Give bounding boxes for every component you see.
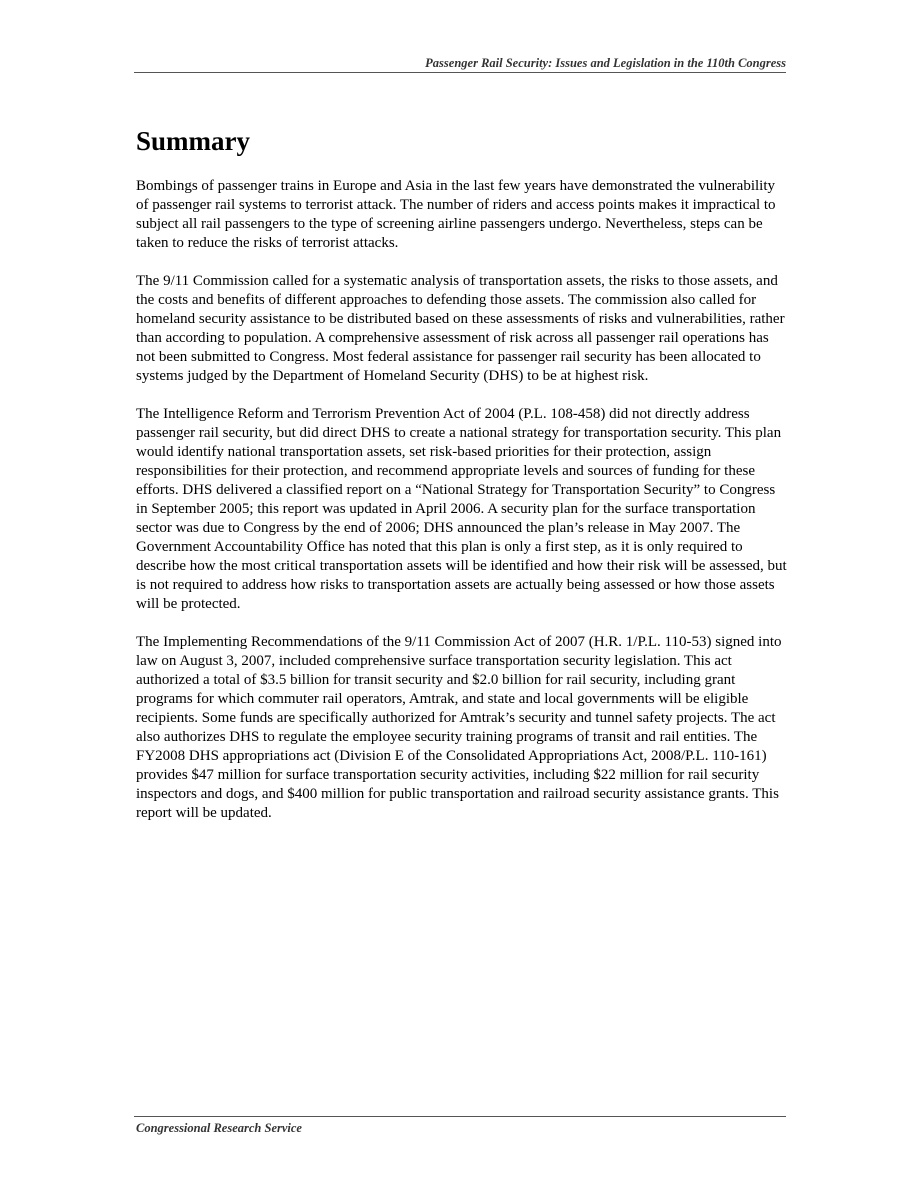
- summary-body: [136, 177, 788, 842]
- running-footer-organization: Congressional Research Service: [136, 1121, 302, 1135]
- summary-paragraph-1: Bombings of passenger trains in Europe and Asia in the last few years have demonstrated the vulnerability of passenger rail systems to terrorist attack. The number of riders and access points makes it impractical to subject all rail passengers to the type of screening airline passengers undergo. Nevertheless, steps can be taken to reduce the risks of terrorist attacks.: [136, 178, 776, 251]
- running-header-title: Passenger Rail Security: Issues and Legislation in the 110th Congress: [425, 56, 786, 70]
- summary-paragraph-3: The Intelligence Reform and Terrorism Prevention Act of 2004 (P.L. 108-458) did not directly address passenger rail security, but did direct DHS to create a national strategy for transportation security. This plan would identify national transportation assets, set risk-based priorities for their protection, assign responsibilities for their protection, and recommend appropriate levels and sources of funding for these efforts. DHS delivered a classified report on a “National Strategy for Transportation Security” to Congress in September 2005; this report was updated in April 2006. A security plan for the surface transportation sector was due to Congress by the end of 2006; DHS announced the plan’s release in May 2007. The Government Accountability Office has noted that this plan is only a first step, as it is only required to describe how the most critical transportation assets will be identified and how their risk will be assessed, but is not required to address how risks to transportation assets are actually being assessed or how those assets will be protected.: [136, 406, 787, 612]
- header-divider: [134, 72, 786, 73]
- page-title: Summary: [136, 126, 250, 156]
- footer-divider: [134, 1116, 786, 1117]
- summary-paragraph-2: The 9/11 Commission called for a systematic analysis of transportation assets, the risks to those assets, and the costs and benefits of different approaches to defending those assets. The commission also called for homeland security assistance to be distributed based on these assessments of risks and vulnerabilities, rather than according to population. A comprehensive assessment of risk across all passenger rail operations has not been submitted to Congress. Most federal assistance for passenger rail security has been allocated to systems judged by the Department of Homeland Security (DHS) to be at highest risk.: [136, 273, 785, 384]
- summary-paragraph-4: The Implementing Recommendations of the 9/11 Commission Act of 2007 (H.R. 1/P.L. 110-53) signed into law on August 3, 2007, included comprehensive surface transportation security legislation. This act authorized a total of $3.5 billion for transit security and $2.0 billion for rail security, including grant programs for which commuter rail operators, Amtrak, and state and local governments will be eligible recipients. Some funds are specifically authorized for Amtrak’s security and tunnel safety projects. The act also authorizes DHS to regulate the employee security training programs of transit and rail entities. The FY2008 DHS appropriations act (Division E of the Consolidated Appropriations Act, 2008/P.L. 110-161) provides $47 million for surface transportation security activities, including $22 million for rail security inspectors and dogs, and $400 million for public transportation and railroad security assistance grants. This report will be updated.: [136, 634, 782, 821]
